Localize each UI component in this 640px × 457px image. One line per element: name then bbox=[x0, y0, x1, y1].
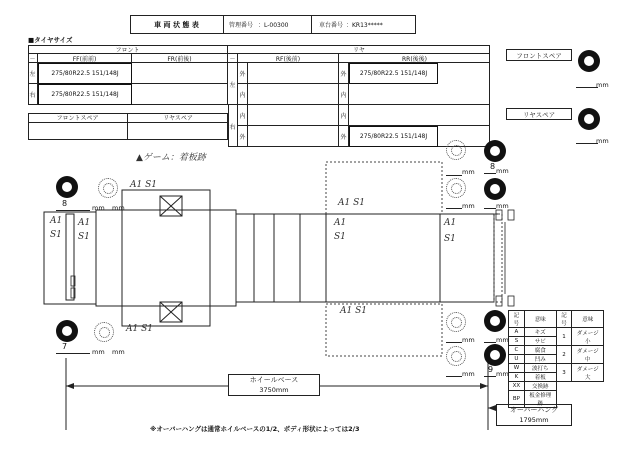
rear-right-label: 右 bbox=[228, 105, 238, 147]
front-spare-mm: mm bbox=[596, 81, 609, 89]
front-right-tread: 7 bbox=[62, 342, 68, 351]
rear-header: リヤ bbox=[228, 45, 490, 54]
ff-header: FF(前前) bbox=[38, 54, 132, 63]
mark-front-s1: S1 bbox=[50, 230, 62, 240]
legend-h-code2: 記号 bbox=[556, 311, 572, 328]
fr-header: FR(前後) bbox=[132, 54, 228, 63]
rear-right-2-outer-line bbox=[484, 376, 496, 377]
rear-right-2-mm: mm bbox=[462, 370, 475, 378]
level-code: 2 bbox=[556, 346, 572, 364]
footnote: ※オーバーハングは通常ホイルベースの1/2、ボディ形状によっては2/3 bbox=[150, 425, 360, 433]
rear-left-2-mm: mm bbox=[462, 202, 475, 210]
legend-code: U bbox=[509, 355, 525, 364]
front-left-mm-2: mm bbox=[112, 204, 125, 212]
ff-right-value: 275/80R22.5 151/148J bbox=[38, 84, 132, 105]
rf-right-inner-label: 内 bbox=[238, 105, 248, 126]
cab-door-top bbox=[122, 190, 210, 210]
rf-outer-label: 外 bbox=[238, 63, 248, 84]
mark-cab-bottom: A1 S1 bbox=[126, 324, 153, 334]
rr-left-outer-value: 275/80R22.5 151/148J bbox=[349, 63, 438, 84]
level-code: 1 bbox=[556, 328, 572, 346]
left-label: 左 bbox=[28, 63, 38, 84]
level-meaning: ダメージ大 bbox=[572, 364, 604, 382]
level-code: 3 bbox=[556, 364, 572, 382]
rear-right-2-line bbox=[446, 376, 462, 377]
level-meaning: ダメージ小 bbox=[572, 328, 604, 346]
level-meaning: ダメージ中 bbox=[572, 346, 604, 364]
legend-code: K bbox=[509, 373, 525, 382]
rr-right-inner-label: 内 bbox=[339, 105, 349, 126]
rear-right-tread: 9 bbox=[488, 365, 494, 374]
rr-header: RR(後後) bbox=[339, 54, 490, 63]
rear-right-line bbox=[446, 342, 462, 343]
rear-right-inner-tire-icon bbox=[446, 312, 466, 332]
rear-left-outer-tire-icon bbox=[484, 140, 506, 162]
rr-right-outer-value: 275/80R22.5 151/148J bbox=[349, 126, 438, 147]
rear-left-2-inner-tire-icon bbox=[446, 178, 466, 198]
front-header: フロント bbox=[28, 45, 228, 54]
rear-left-label: 左 bbox=[228, 63, 238, 105]
legend-meaning: 凹み bbox=[524, 355, 556, 364]
legend-meaning: 板金修理跡 bbox=[524, 391, 556, 408]
mark-step-s1: S1 bbox=[78, 232, 90, 242]
cab-body bbox=[96, 210, 236, 306]
front-right-inner-tire-icon bbox=[94, 322, 114, 342]
rf-inner-label: 内 bbox=[238, 84, 248, 105]
front-spare-label: フロントスペア bbox=[506, 49, 572, 61]
legend-code: C bbox=[509, 346, 525, 355]
front-left-tread-line bbox=[56, 210, 90, 211]
front-left-tread: 8 bbox=[62, 199, 68, 208]
mgmt-value: ：L-00300 bbox=[258, 15, 312, 34]
header-title: 車 両 状 態 表 bbox=[130, 15, 224, 34]
rear-left-inner-tire-icon bbox=[446, 140, 466, 160]
front-right-mm: mm bbox=[92, 348, 105, 356]
mark-front-a1: A1 bbox=[50, 216, 63, 226]
damage-legend-table bbox=[508, 310, 604, 408]
dash-rear: － bbox=[228, 54, 238, 63]
mark-cargo-bottom: A1 S1 bbox=[340, 306, 367, 316]
mark-step-a1: A1 bbox=[78, 218, 91, 228]
legend-code: A bbox=[509, 328, 525, 337]
right-label: 右 bbox=[28, 84, 38, 105]
overhang-value: 1795mm bbox=[519, 416, 549, 424]
front-right-mm-2: mm bbox=[112, 348, 125, 356]
cab-step bbox=[66, 214, 74, 300]
mark-cab-top: A1 S1 bbox=[130, 180, 157, 190]
rear-left-line bbox=[446, 175, 462, 176]
rear-right-mm: mm bbox=[462, 336, 475, 344]
rear-left-outer-mm: mm bbox=[496, 167, 509, 175]
legend-code: XX bbox=[509, 382, 525, 391]
rear-spare-header: リヤスペア bbox=[128, 113, 228, 123]
rear-left-2-tire-icon bbox=[484, 178, 506, 200]
legend-code: W bbox=[509, 364, 525, 373]
front-spare-header: フロントスペア bbox=[28, 113, 128, 123]
rear-left-mm: mm bbox=[462, 168, 475, 176]
rf-right-outer-label: 外 bbox=[238, 126, 248, 147]
front-left-tire-icon bbox=[56, 176, 78, 198]
mgmt-label: 管理番号 bbox=[228, 22, 253, 29]
cargo-bed bbox=[274, 214, 494, 302]
dash-front: － bbox=[28, 54, 38, 63]
front-left-inner-tire-icon bbox=[98, 178, 118, 198]
mark-rear-a1: A1 bbox=[444, 218, 457, 228]
rear-left-2-outer-line bbox=[484, 208, 496, 209]
legend-meaning: 腐食 bbox=[524, 346, 556, 355]
legend-h-meaning2: 意味 bbox=[572, 311, 604, 328]
mark-cargo-s1: S1 bbox=[334, 232, 346, 242]
rr-right-outer-label: 外 bbox=[339, 126, 349, 147]
tire-size-heading: ■タイヤサイズ bbox=[28, 36, 73, 44]
rr-inner-label: 内 bbox=[339, 84, 349, 105]
mark-rear-s1: S1 bbox=[444, 234, 456, 244]
legend-h-code: 記号 bbox=[509, 311, 525, 328]
legend-meaning: 交換跡 bbox=[524, 382, 556, 391]
overhang-label: オーバーハング bbox=[509, 406, 559, 414]
rear-right-2-inner-tire-icon bbox=[446, 346, 466, 366]
rear-left-2-line bbox=[446, 208, 462, 209]
rear-spare-label: リヤスペア bbox=[506, 108, 572, 120]
legend-meaning: サビ bbox=[524, 337, 556, 346]
chassis-value: ：KR13***** bbox=[346, 22, 383, 29]
rear-left-tread: 8 bbox=[490, 162, 496, 171]
chassis-label: 車台番号 bbox=[318, 22, 343, 29]
rear-right-outer-mm: mm bbox=[496, 336, 509, 344]
legend-meaning: 波打ち bbox=[524, 364, 556, 373]
rear-right-2-tire-icon bbox=[484, 344, 506, 366]
rear-right-outer-tire-icon bbox=[484, 310, 506, 332]
mark-cargo-top: A1 S1 bbox=[338, 198, 365, 208]
rear-right-2-outer-mm: mm bbox=[496, 370, 509, 378]
rear-left-outer-line bbox=[484, 173, 496, 174]
rear-right-outer-line bbox=[484, 342, 496, 343]
rear-left-2-outer-mm: mm bbox=[496, 202, 509, 210]
wheelbase-value: 3750mm bbox=[259, 386, 289, 394]
rear-spare-mm: mm bbox=[596, 137, 609, 145]
ff-left-value: 275/80R22.5 151/148J bbox=[38, 63, 132, 84]
wheelbase-label: ホイールベース bbox=[249, 376, 299, 384]
front-right-tread-line bbox=[56, 353, 90, 354]
legend-meaning: キズ bbox=[524, 328, 556, 337]
legend-h-meaning: 意味 bbox=[524, 311, 556, 328]
legend-meaning: 着板 bbox=[524, 373, 556, 382]
mark-cargo-a1: A1 bbox=[334, 218, 347, 228]
front-left-mm: mm bbox=[92, 204, 105, 212]
legend-code: S bbox=[509, 337, 525, 346]
handwritten-note: ▲ゲーム：着板跡 bbox=[136, 153, 206, 163]
rf-header: RF(後前) bbox=[238, 54, 339, 63]
legend-code: BP bbox=[509, 391, 525, 408]
front-right-tire-icon bbox=[56, 320, 78, 342]
rr-outer-label: 外 bbox=[339, 63, 349, 84]
